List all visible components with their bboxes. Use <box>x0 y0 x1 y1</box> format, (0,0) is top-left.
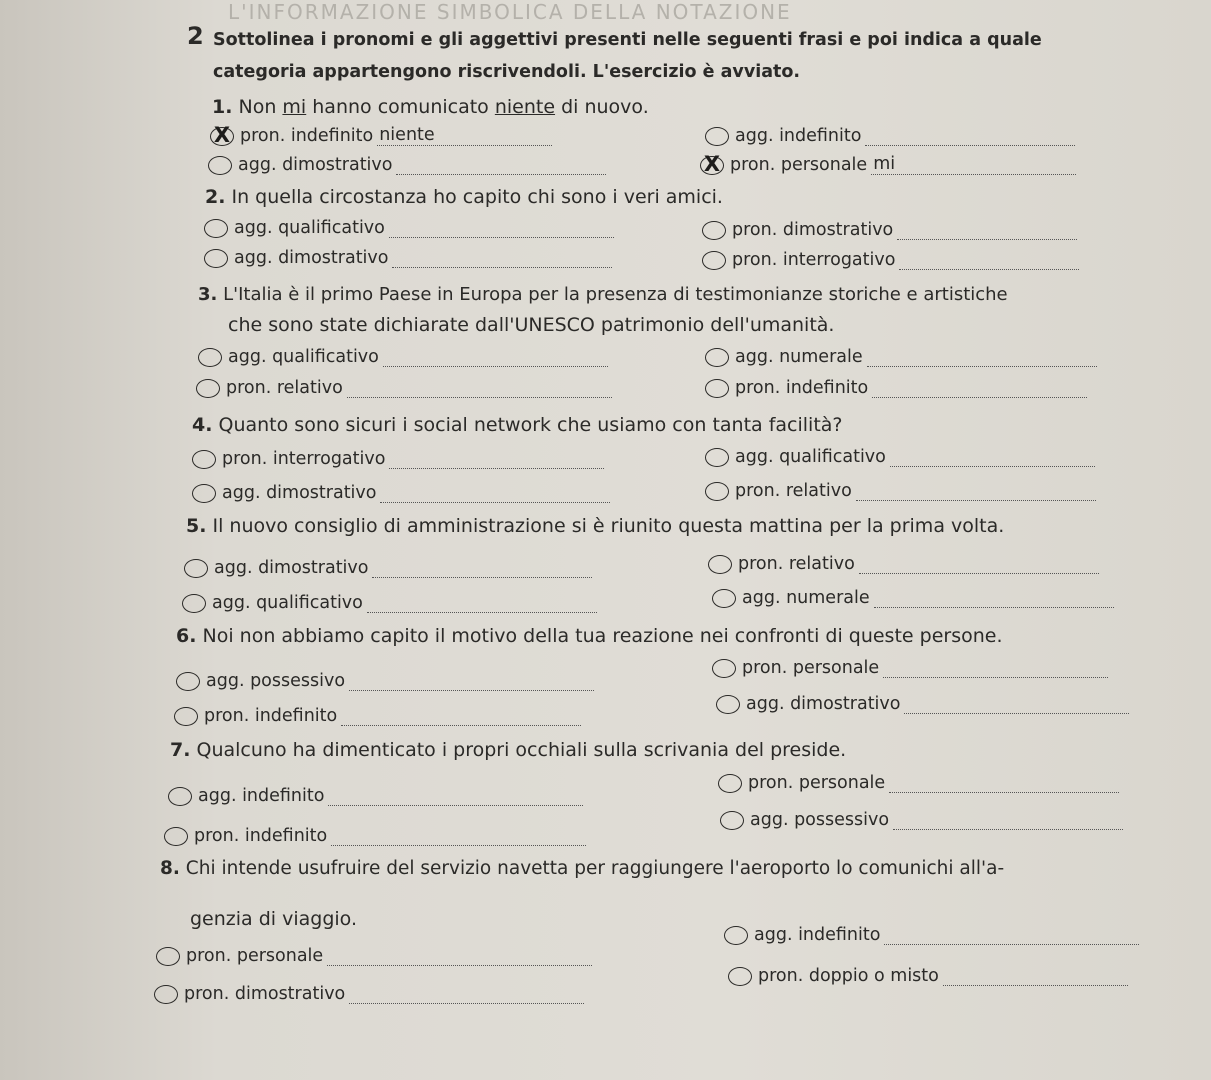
option-label: pron. dimostrativo <box>184 984 346 1004</box>
underlined-word: mi <box>282 96 307 118</box>
answer-line[interactable] <box>943 967 1128 986</box>
question-text: Non <box>238 96 283 118</box>
exercise-number: 2 <box>187 22 204 50</box>
instruction-line-2: categoria appartengono riscrivendoli. L'esercizio è avviato. <box>213 62 801 82</box>
question-8 <box>160 858 1004 879</box>
question-6 <box>176 625 1003 647</box>
option-label: agg. dimostrativo <box>214 558 369 578</box>
option-q2-d[interactable] <box>702 250 1079 270</box>
option-q3-d[interactable] <box>705 378 1087 398</box>
answer-text: niente <box>379 124 435 145</box>
checkbox-circle[interactable] <box>720 811 744 830</box>
option-label: agg. dimostrativo <box>234 248 389 268</box>
option-label: agg. dimostrativo <box>238 155 393 175</box>
answer-line[interactable] <box>392 249 612 268</box>
option-label: agg. possessivo <box>750 810 890 830</box>
answer-line[interactable] <box>380 484 610 503</box>
question-2 <box>205 186 723 208</box>
option-label: pron. indefinito <box>204 706 338 726</box>
checkbox-circle[interactable] <box>705 448 729 467</box>
checkbox-circle[interactable] <box>702 221 726 240</box>
checkbox-circle[interactable] <box>192 484 216 503</box>
option-q4-b[interactable] <box>705 447 1095 467</box>
checkbox-circle[interactable] <box>716 695 740 714</box>
checkbox-circle[interactable] <box>204 249 228 268</box>
answer-line[interactable] <box>341 707 581 726</box>
option-q5-d[interactable] <box>712 588 1114 608</box>
option-label: agg. possessivo <box>206 671 346 691</box>
checkbox-circle[interactable] <box>705 127 729 146</box>
x-mark-icon: X <box>213 122 231 147</box>
checkbox-circle[interactable] <box>192 450 216 469</box>
option-q7-d[interactable] <box>720 810 1123 830</box>
answer-line[interactable] <box>349 672 594 691</box>
option-label: agg. numerale <box>735 347 863 367</box>
checkbox-circle[interactable] <box>204 219 228 238</box>
option-label: pron. interrogativo <box>732 250 896 270</box>
question-3-continued: che sono state dichiarate dall'UNESCO patrimonio dell'umanità. <box>228 314 835 336</box>
x-mark-icon: X <box>703 151 721 176</box>
checkbox-circle[interactable] <box>210 122 234 147</box>
checkbox-circle[interactable] <box>718 774 742 793</box>
question-5 <box>186 515 1004 537</box>
question-text: hanno comunicato <box>306 96 495 118</box>
answer-line[interactable] <box>328 787 583 806</box>
underlined-word: niente <box>494 96 556 118</box>
question-number: 2. <box>205 186 226 208</box>
option-q1-a[interactable] <box>210 122 552 147</box>
option-q6-b[interactable] <box>712 658 1108 678</box>
option-q4-d[interactable] <box>705 481 1096 501</box>
option-q7-b[interactable] <box>718 773 1119 793</box>
option-label: pron. doppio o misto <box>758 966 939 986</box>
answer-line[interactable] <box>396 156 606 175</box>
option-q1-d[interactable] <box>700 151 1076 176</box>
answer-line[interactable] <box>865 127 1075 146</box>
option-label: agg. indefinito <box>754 925 881 945</box>
answer-line[interactable] <box>856 482 1096 501</box>
option-q3-a[interactable] <box>198 347 608 367</box>
option-q8-d[interactable] <box>154 984 584 1004</box>
checkbox-circle[interactable] <box>705 348 729 367</box>
answer-line[interactable] <box>867 348 1097 367</box>
answer-line[interactable] <box>347 379 612 398</box>
option-label: pron. indefinito <box>240 126 374 146</box>
option-q3-c[interactable] <box>196 378 612 398</box>
checkbox-circle[interactable] <box>156 947 180 966</box>
checkbox-circle[interactable] <box>705 379 729 398</box>
option-q8-a[interactable] <box>724 925 1139 945</box>
option-q4-a[interactable] <box>192 449 604 469</box>
answer-line[interactable] <box>331 827 586 846</box>
question-text: Quanto sono sicuri i social network che usiamo con tanta facilità? <box>218 414 843 436</box>
option-label: pron. relativo <box>226 378 343 398</box>
option-q6-d[interactable] <box>716 694 1129 714</box>
answer-line[interactable] <box>893 811 1123 830</box>
checkbox-circle[interactable] <box>702 251 726 270</box>
option-q3-b[interactable] <box>705 347 1097 367</box>
answer-line[interactable] <box>327 947 592 966</box>
question-number: 4. <box>192 414 213 436</box>
option-label: agg. indefinito <box>198 786 325 806</box>
option-label: pron. personale <box>730 155 868 175</box>
option-q5-a[interactable] <box>184 558 592 578</box>
checkbox-circle[interactable] <box>154 985 178 1004</box>
option-label: agg. qualificativo <box>735 447 886 467</box>
answer-line[interactable] <box>383 348 608 367</box>
answer-line[interactable] <box>367 594 597 613</box>
option-q8-b[interactable] <box>156 946 592 966</box>
answer-line[interactable] <box>884 926 1139 945</box>
answer-line[interactable] <box>874 589 1114 608</box>
checkbox-circle[interactable] <box>708 555 732 574</box>
option-label: pron. personale <box>748 773 886 793</box>
checkbox-circle[interactable] <box>705 482 729 501</box>
checkbox-circle[interactable] <box>176 672 200 691</box>
question-number: 8. <box>160 858 180 879</box>
checkbox-circle[interactable] <box>198 348 222 367</box>
option-label: pron. indefinito <box>735 378 869 398</box>
instruction-line-1: Sottolinea i pronomi e gli aggettivi presenti nelle seguenti frasi e poi indica a quale <box>213 30 1042 50</box>
answer-line[interactable] <box>871 153 1076 175</box>
checkbox-circle[interactable] <box>208 156 232 175</box>
question-number: 1. <box>212 96 233 118</box>
option-q1-c[interactable] <box>208 155 606 175</box>
checkbox-circle[interactable] <box>700 151 724 176</box>
answer-line[interactable] <box>377 124 552 146</box>
option-label: agg. numerale <box>742 588 870 608</box>
option-label: pron. personale <box>742 658 880 678</box>
question-text: Chi intende usufruire del servizio navetta per raggiungere l'aeroporto lo comunichi all'a- <box>185 858 1005 879</box>
option-label: agg. qualificativo <box>228 347 379 367</box>
option-label: agg. qualificativo <box>212 593 363 613</box>
option-q2-c[interactable] <box>204 248 612 268</box>
question-text: Noi non abbiamo capito il motivo della tua reazione nei confronti di queste persone. <box>202 625 1003 647</box>
checkbox-circle[interactable] <box>196 379 220 398</box>
checkbox-circle[interactable] <box>164 827 188 846</box>
option-label: agg. indefinito <box>735 126 862 146</box>
option-q5-b[interactable] <box>708 554 1099 574</box>
option-q5-c[interactable] <box>182 593 597 613</box>
checkbox-circle[interactable] <box>728 967 752 986</box>
option-q7-a[interactable] <box>168 786 583 806</box>
question-text: di nuovo. <box>555 96 649 118</box>
option-q1-b[interactable] <box>705 126 1075 146</box>
question-1 <box>212 96 649 118</box>
checkbox-circle[interactable] <box>168 787 192 806</box>
question-8-continued: genzia di viaggio. <box>190 908 358 930</box>
answer-line[interactable] <box>389 450 604 469</box>
option-q2-b[interactable] <box>702 220 1077 240</box>
question-7 <box>170 739 846 761</box>
answer-line[interactable] <box>899 251 1079 270</box>
option-label: pron. dimostrativo <box>732 220 894 240</box>
question-number: 6. <box>176 625 197 647</box>
option-label: agg. qualificativo <box>234 218 385 238</box>
answer-line[interactable] <box>897 221 1077 240</box>
option-label: pron. personale <box>186 946 324 966</box>
answer-line[interactable] <box>389 219 614 238</box>
option-q4-c[interactable] <box>192 483 610 503</box>
checkbox-circle[interactable] <box>182 594 206 613</box>
checkbox-circle[interactable] <box>174 707 198 726</box>
checkbox-circle[interactable] <box>712 659 736 678</box>
option-label: pron. relativo <box>738 554 855 574</box>
answer-line[interactable] <box>859 555 1099 574</box>
question-number: 5. <box>186 515 207 537</box>
checkbox-circle[interactable] <box>184 559 208 578</box>
question-3 <box>198 284 1008 305</box>
option-q6-a[interactable] <box>176 671 594 691</box>
option-q8-c[interactable] <box>728 966 1128 986</box>
option-q2-a[interactable] <box>204 218 614 238</box>
option-label: pron. interrogativo <box>222 449 386 469</box>
option-label: agg. dimostrativo <box>222 483 377 503</box>
option-label: agg. dimostrativo <box>746 694 901 714</box>
question-number: 3. <box>198 284 218 305</box>
question-number: 7. <box>170 739 191 761</box>
answer-line[interactable] <box>872 379 1087 398</box>
answer-line[interactable] <box>349 985 584 1004</box>
question-text: Il nuovo consiglio di amministrazione si è riunito questa mattina per la prima volta. <box>212 515 1005 537</box>
question-text: Qualcuno ha dimenticato i propri occhiali sulla scrivania del preside. <box>196 739 847 761</box>
answer-line[interactable] <box>904 695 1129 714</box>
question-text: L'Italia è il primo Paese in Europa per la presenza di testimonianze storiche e artistiche <box>223 284 1008 305</box>
answer-line[interactable] <box>883 659 1108 678</box>
option-label: pron. indefinito <box>194 826 328 846</box>
checkbox-circle[interactable] <box>724 926 748 945</box>
option-label: pron. relativo <box>735 481 852 501</box>
question-text: In quella circostanza ho capito chi sono i veri amici. <box>231 186 723 208</box>
answer-text: mi <box>873 153 896 174</box>
option-q7-c[interactable] <box>164 826 586 846</box>
answer-line[interactable] <box>889 774 1119 793</box>
answer-line[interactable] <box>372 559 592 578</box>
answer-line[interactable] <box>890 448 1095 467</box>
faded-header: L'INFORMAZIONE SIMBOLICA DELLA NOTAZIONE <box>228 0 792 24</box>
question-4 <box>192 414 843 436</box>
checkbox-circle[interactable] <box>712 589 736 608</box>
option-q6-c[interactable] <box>174 706 581 726</box>
